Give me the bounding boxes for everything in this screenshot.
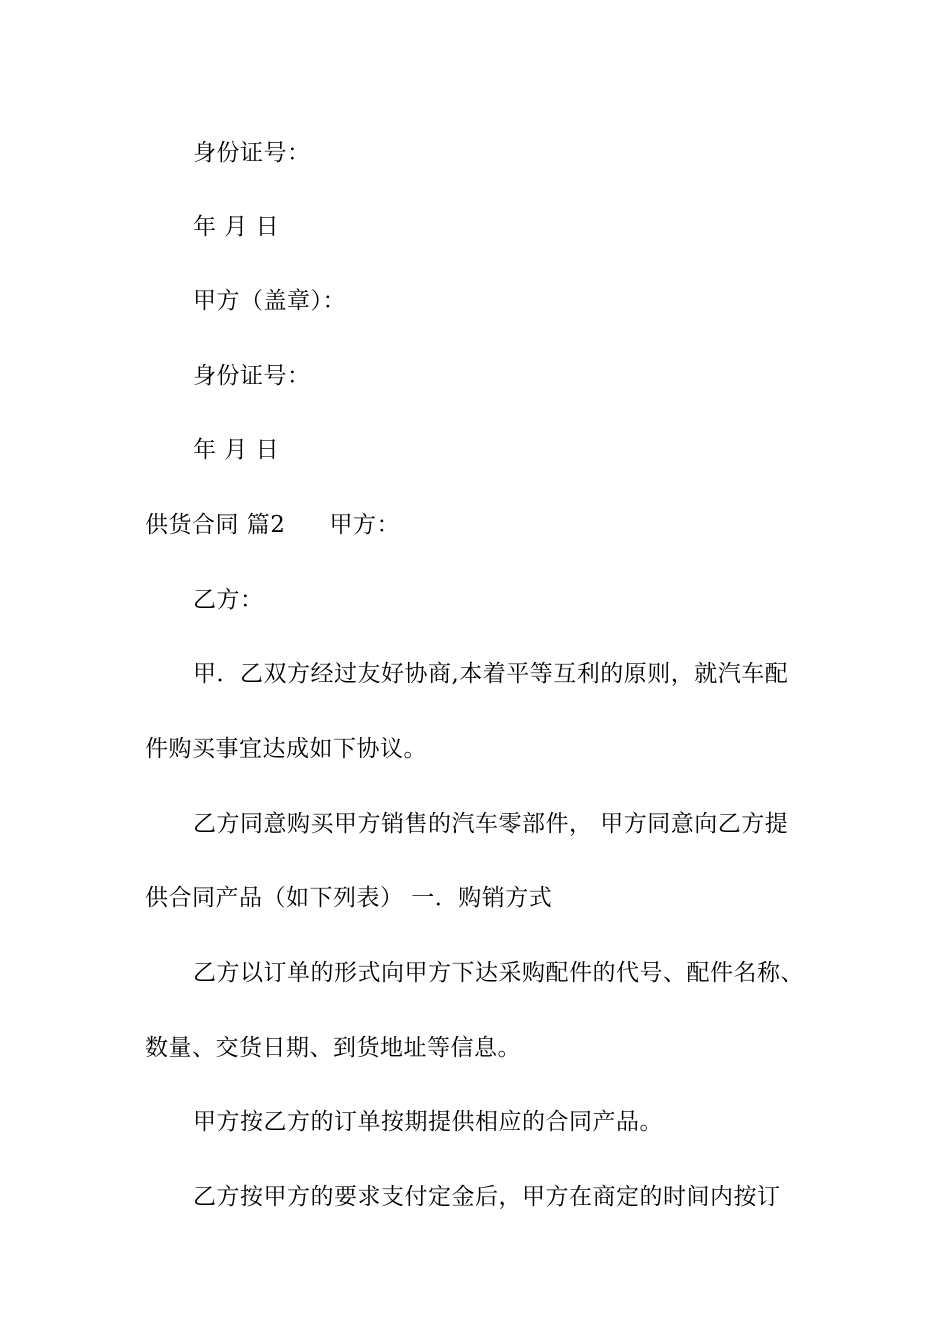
section-title: 供货合同 篇2	[145, 512, 286, 538]
party-a-label: 甲方：	[329, 512, 400, 538]
paragraph-line: 甲方按乙方的订单按期提供相应的合同产品。	[193, 1109, 663, 1135]
party-b-label: 乙方：	[193, 587, 264, 613]
paragraph-line: 乙方按甲方的要求支付定金后，甲方在商定的时间内按订	[193, 1184, 781, 1210]
paragraph-line: 甲．乙双方经过友好协商,本着平等互利的原则，就汽车配	[193, 661, 789, 687]
section-heading	[145, 510, 400, 540]
id-number-label: 身份证号：	[193, 363, 311, 389]
paragraph-line: 件购买事宜达成如下协议。	[145, 736, 427, 762]
paragraph-line: 乙方以订单的形式向甲方下达采购配件的代号、配件名称、	[193, 960, 804, 986]
id-number-label: 身份证号：	[193, 140, 311, 166]
party-a-seal-label: 甲方（盖章）：	[193, 288, 346, 314]
paragraph-line: 数量、交货日期、到货地址等信息。	[145, 1035, 521, 1061]
date-line: 年 月 日	[193, 437, 280, 463]
date-line: 年 月 日	[193, 214, 280, 240]
paragraph-line: 乙方同意购买甲方销售的汽车零部件， 甲方同意向乙方提	[193, 811, 789, 837]
paragraph-line: 供合同产品（如下列表） 一．购销方式	[145, 885, 553, 911]
